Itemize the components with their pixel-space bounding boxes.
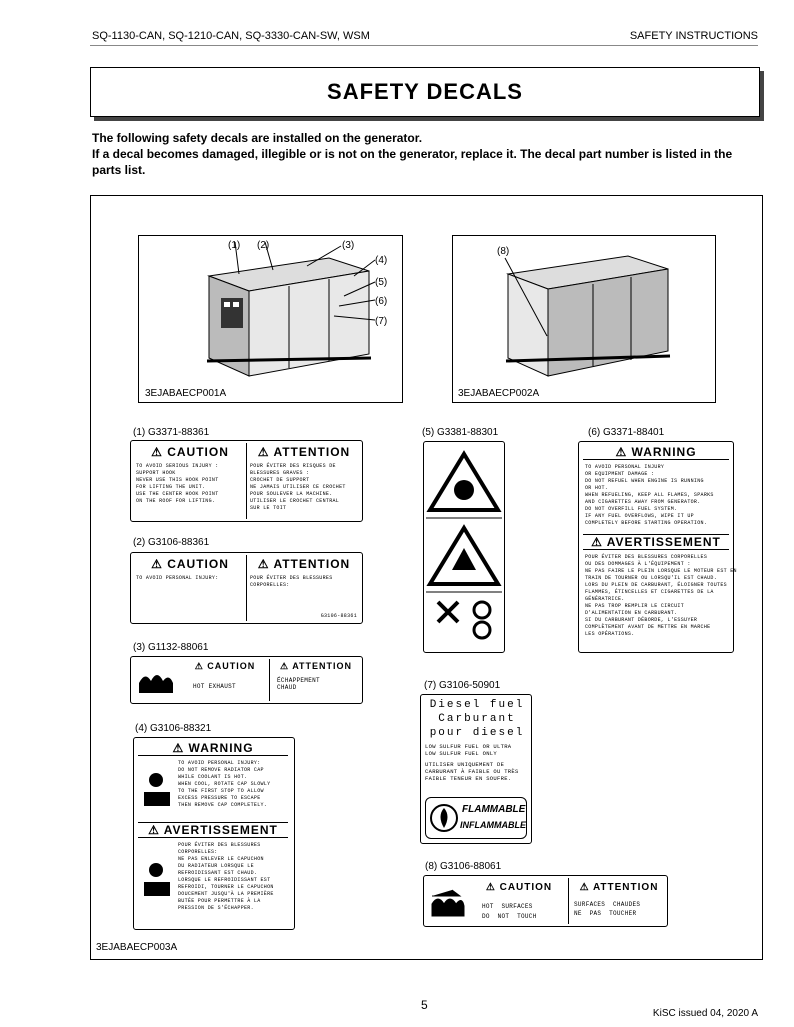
generator-front-image bbox=[138, 235, 403, 403]
decal-8-left-text: HOT SURFACES DO NOT TOUCH bbox=[482, 903, 537, 920]
decal-2-divider bbox=[246, 555, 247, 621]
decal-3-right-text: ÉCHAPPEMENT CHAUD bbox=[277, 677, 320, 691]
decal-3-attention: ⚠ ATTENTION bbox=[279, 661, 353, 671]
decal-8-caution: ⚠ CAUTION bbox=[485, 882, 553, 893]
decal-3-caution: ⚠ CAUTION bbox=[194, 661, 256, 671]
decal-1-label: (1) G3371-88361 bbox=[133, 427, 210, 438]
decal-2-attention: ⚠ ATTENTION bbox=[257, 557, 351, 571]
flammable-badge bbox=[425, 797, 527, 839]
decal-1-divider bbox=[246, 443, 247, 519]
figure3-code: 3EJABAECP003A bbox=[96, 942, 178, 953]
decal-2-part-code: G3106-88361 bbox=[320, 613, 357, 619]
callout-2: (2) bbox=[257, 240, 270, 251]
decal-7-line-1: Diesel fuel bbox=[429, 699, 525, 711]
decal-4 bbox=[133, 737, 295, 930]
decal-1-attention: ⚠ ATTENTION bbox=[257, 445, 351, 459]
decal-3-divider bbox=[269, 659, 270, 701]
decal-1-left-text: TO AVOID SERIOUS INJURY : SUPPORT HOOK NEVER USE THIS HOOK POINT FOR LIFTING THE UNIT. USE THE CENTER HOOK POINT ON THE ROOF FOR LIFTING. bbox=[136, 463, 219, 504]
decal-8 bbox=[423, 875, 668, 927]
decal-5-label: (5) G3381-88301 bbox=[422, 427, 499, 438]
decal-3-left-text: HOT EXHAUST bbox=[193, 683, 236, 690]
decal-6-warning: ⚠ WARNING bbox=[583, 445, 729, 460]
decal-8-attention: ⚠ ATTENTION bbox=[579, 882, 659, 893]
callout-8: (8) bbox=[497, 246, 510, 257]
issued-note: KiSC issued 04, 2020 A bbox=[652, 1008, 758, 1019]
callout-6: (6) bbox=[375, 296, 388, 307]
no-hands-icon bbox=[438, 602, 458, 622]
title-box bbox=[90, 67, 760, 117]
decal-7 bbox=[420, 694, 532, 844]
flame-icon bbox=[429, 802, 459, 834]
decal-6 bbox=[578, 441, 737, 653]
page-number: 5 bbox=[421, 998, 428, 1012]
decal-4-top-text: TO AVOID PERSONAL INJURY: DO NOT REMOVE RADIATOR CAP WHILE COOLANT IS HOT. WHEN COOL, ROTATE CAP SLOWLY TO THE FIRST STOP TO ALLOW EXCESS PRESSURE TO ESCAPE THEN REMOVE CAP COMPLETELY. bbox=[178, 760, 271, 808]
hot-surface-icon bbox=[135, 663, 177, 697]
generator-front-drawing bbox=[139, 236, 402, 402]
radiator-hazard-icon-2 bbox=[138, 860, 174, 900]
radiator-hazard-icon bbox=[138, 770, 174, 810]
fan-icon bbox=[454, 480, 474, 500]
decal-7-label: (7) G3106-50901 bbox=[424, 680, 501, 691]
decal-7-line-4: LOW SULFUR FUEL OR ULTRA LOW SULFUR FUEL ONLY bbox=[425, 743, 512, 757]
header-rule bbox=[90, 45, 758, 46]
decal-7-line-5: UTILISER UNIQUEMENT DE CARBURANT À FAIBLE OU TRÈS FAIBLE TENEUR EN SOUFRE. bbox=[425, 761, 519, 782]
hot-surface-icon-2 bbox=[428, 882, 468, 920]
decal-2-caution: ⚠ CAUTION bbox=[151, 557, 229, 571]
decal-7-line-3: pour diesel bbox=[429, 727, 525, 739]
decal-2-right-text: POUR ÉVITER DES BLESSURES CORPORELLES: bbox=[250, 575, 333, 588]
figure1-code: 3EJABAECP001A bbox=[145, 388, 227, 399]
generator-rear-image bbox=[452, 235, 716, 403]
decal-2-label: (2) G3106-88361 bbox=[133, 537, 210, 548]
generator-rear-drawing bbox=[453, 236, 715, 402]
decal-8-label: (8) G3106-88061 bbox=[425, 861, 502, 872]
header-section: SAFETY INSTRUCTIONS bbox=[629, 30, 758, 42]
decal-6-top-text: TO AVOID PERSONAL INJURY OR EQUIPMENT DAMAGE : DO NOT REFUEL WHEN ENGINE IS RUNNING OR HOT. WHEN REFUELING, KEEP ALL FLAMES, SPARKS AND CIGARETTES AWAY FROM GENERATOR. DO NOT OVERFILL FUEL SYSTEM. IF ANY FUEL OVERFLOWS, WIPE IT UP COMPLETELY BEFORE STARTING OPERATION. bbox=[585, 464, 714, 526]
inflammable-text: INFLAMMABLE bbox=[460, 820, 526, 830]
callout-7: (7) bbox=[375, 316, 388, 327]
decal-4-avertissement: ⚠ AVERTISSEMENT bbox=[138, 822, 288, 838]
decal-6-avertissement: ⚠ AVERTISSEMENT bbox=[583, 534, 729, 550]
callout-4: (4) bbox=[375, 255, 388, 266]
callout-3: (3) bbox=[342, 240, 355, 251]
decal-1-caution: ⚠ CAUTION bbox=[151, 445, 229, 459]
decal-4-bottom-text: POUR ÉVITER DES BLESSURES CORPORELLES: NE PAS ENLEVER LE CAPUCHON DU RADIATEUR LORSQUE LE REFROIDISSANT EST CHAUD. LORSQUE LE REFROIDISSANT EST REFROIDI, TOURNER LE CAPUCHON DOUCEMENT JUSQU'À LA PREMIÈRE BUTÉE POUR PERMETTRE À LA PRESSION DE S'ÉCHAPPER. bbox=[178, 842, 274, 911]
decal-1-right-text: POUR ÉVITER DES RISQUES DE BLESSURES GRAVES : CROCHET DE SUPPORT NE JAMAIS UTILISER CE CROCHET POUR SOULEVER LA MACHINE. UTILISER LE CROCHET CENTRAL SUR LE TOIT bbox=[250, 463, 346, 511]
page-title: SAFETY DECALS bbox=[327, 79, 523, 104]
intro-line-2: If a decal becomes damaged, illegible or is not on the generator, replace it. The decal part number is listed in the parts list. bbox=[92, 147, 733, 177]
decal-6-label: (6) G3371-88401 bbox=[588, 427, 665, 438]
decal-8-right-text: SURFACES CHAUDES NE PAS TOUCHER bbox=[574, 901, 641, 917]
intro-line-1: The following safety decals are installed on the generator. bbox=[92, 131, 423, 145]
decal-4-warning: ⚠ WARNING bbox=[138, 741, 288, 756]
decal-8-divider bbox=[568, 878, 569, 924]
header-models: SQ-1130-CAN, SQ-1210-CAN, SQ-3330-CAN-SW, WSM bbox=[92, 30, 370, 42]
callout-5: (5) bbox=[375, 277, 388, 288]
decal-5 bbox=[423, 441, 505, 653]
decal-3-label: (3) G1132-88061 bbox=[133, 642, 209, 653]
flammable-text: FLAMMABLE bbox=[462, 804, 526, 815]
decal-2-left-text: TO AVOID PERSONAL INJURY: bbox=[136, 575, 219, 581]
figure2-code: 3EJABAECP002A bbox=[458, 388, 540, 399]
decal-3 bbox=[130, 656, 363, 704]
decal-5-pictograms bbox=[424, 442, 504, 652]
decal-4-label: (4) G3106-88321 bbox=[135, 723, 212, 734]
decal-1 bbox=[130, 440, 363, 522]
decal-6-bottom-text: POUR ÉVITER DES BLESSURES CORPORELLES OU DES DOMMAGES À L'ÉQUIPEMENT : NE PAS FAIRE LE PLEIN LORSQUE LE MOTEUR EST EN TRAIN DE TOURNER OU LORSQU'IL EST CHAUD. LORS DU PLEIN DE CARBURANT, ÉLOIGNER TOUTES FLAMMES, ÉTINCELLES ET CIGARETTES DE LA GÉNÉRATRICE. NE PAS TROP REMPLIR LE CIRCUIT D'ALIMENTATION EN CARBURANT. SI DU CARBURANT DÉBORDE, L'ESSUYER COMPLÈTEMENT AVANT DE METTRE EN MARCHE LES OPÉRATIONS. bbox=[585, 554, 737, 637]
decal-7-line-2: Carburant bbox=[438, 713, 516, 725]
callout-1: (1) bbox=[228, 240, 241, 251]
decal-2 bbox=[130, 552, 363, 624]
